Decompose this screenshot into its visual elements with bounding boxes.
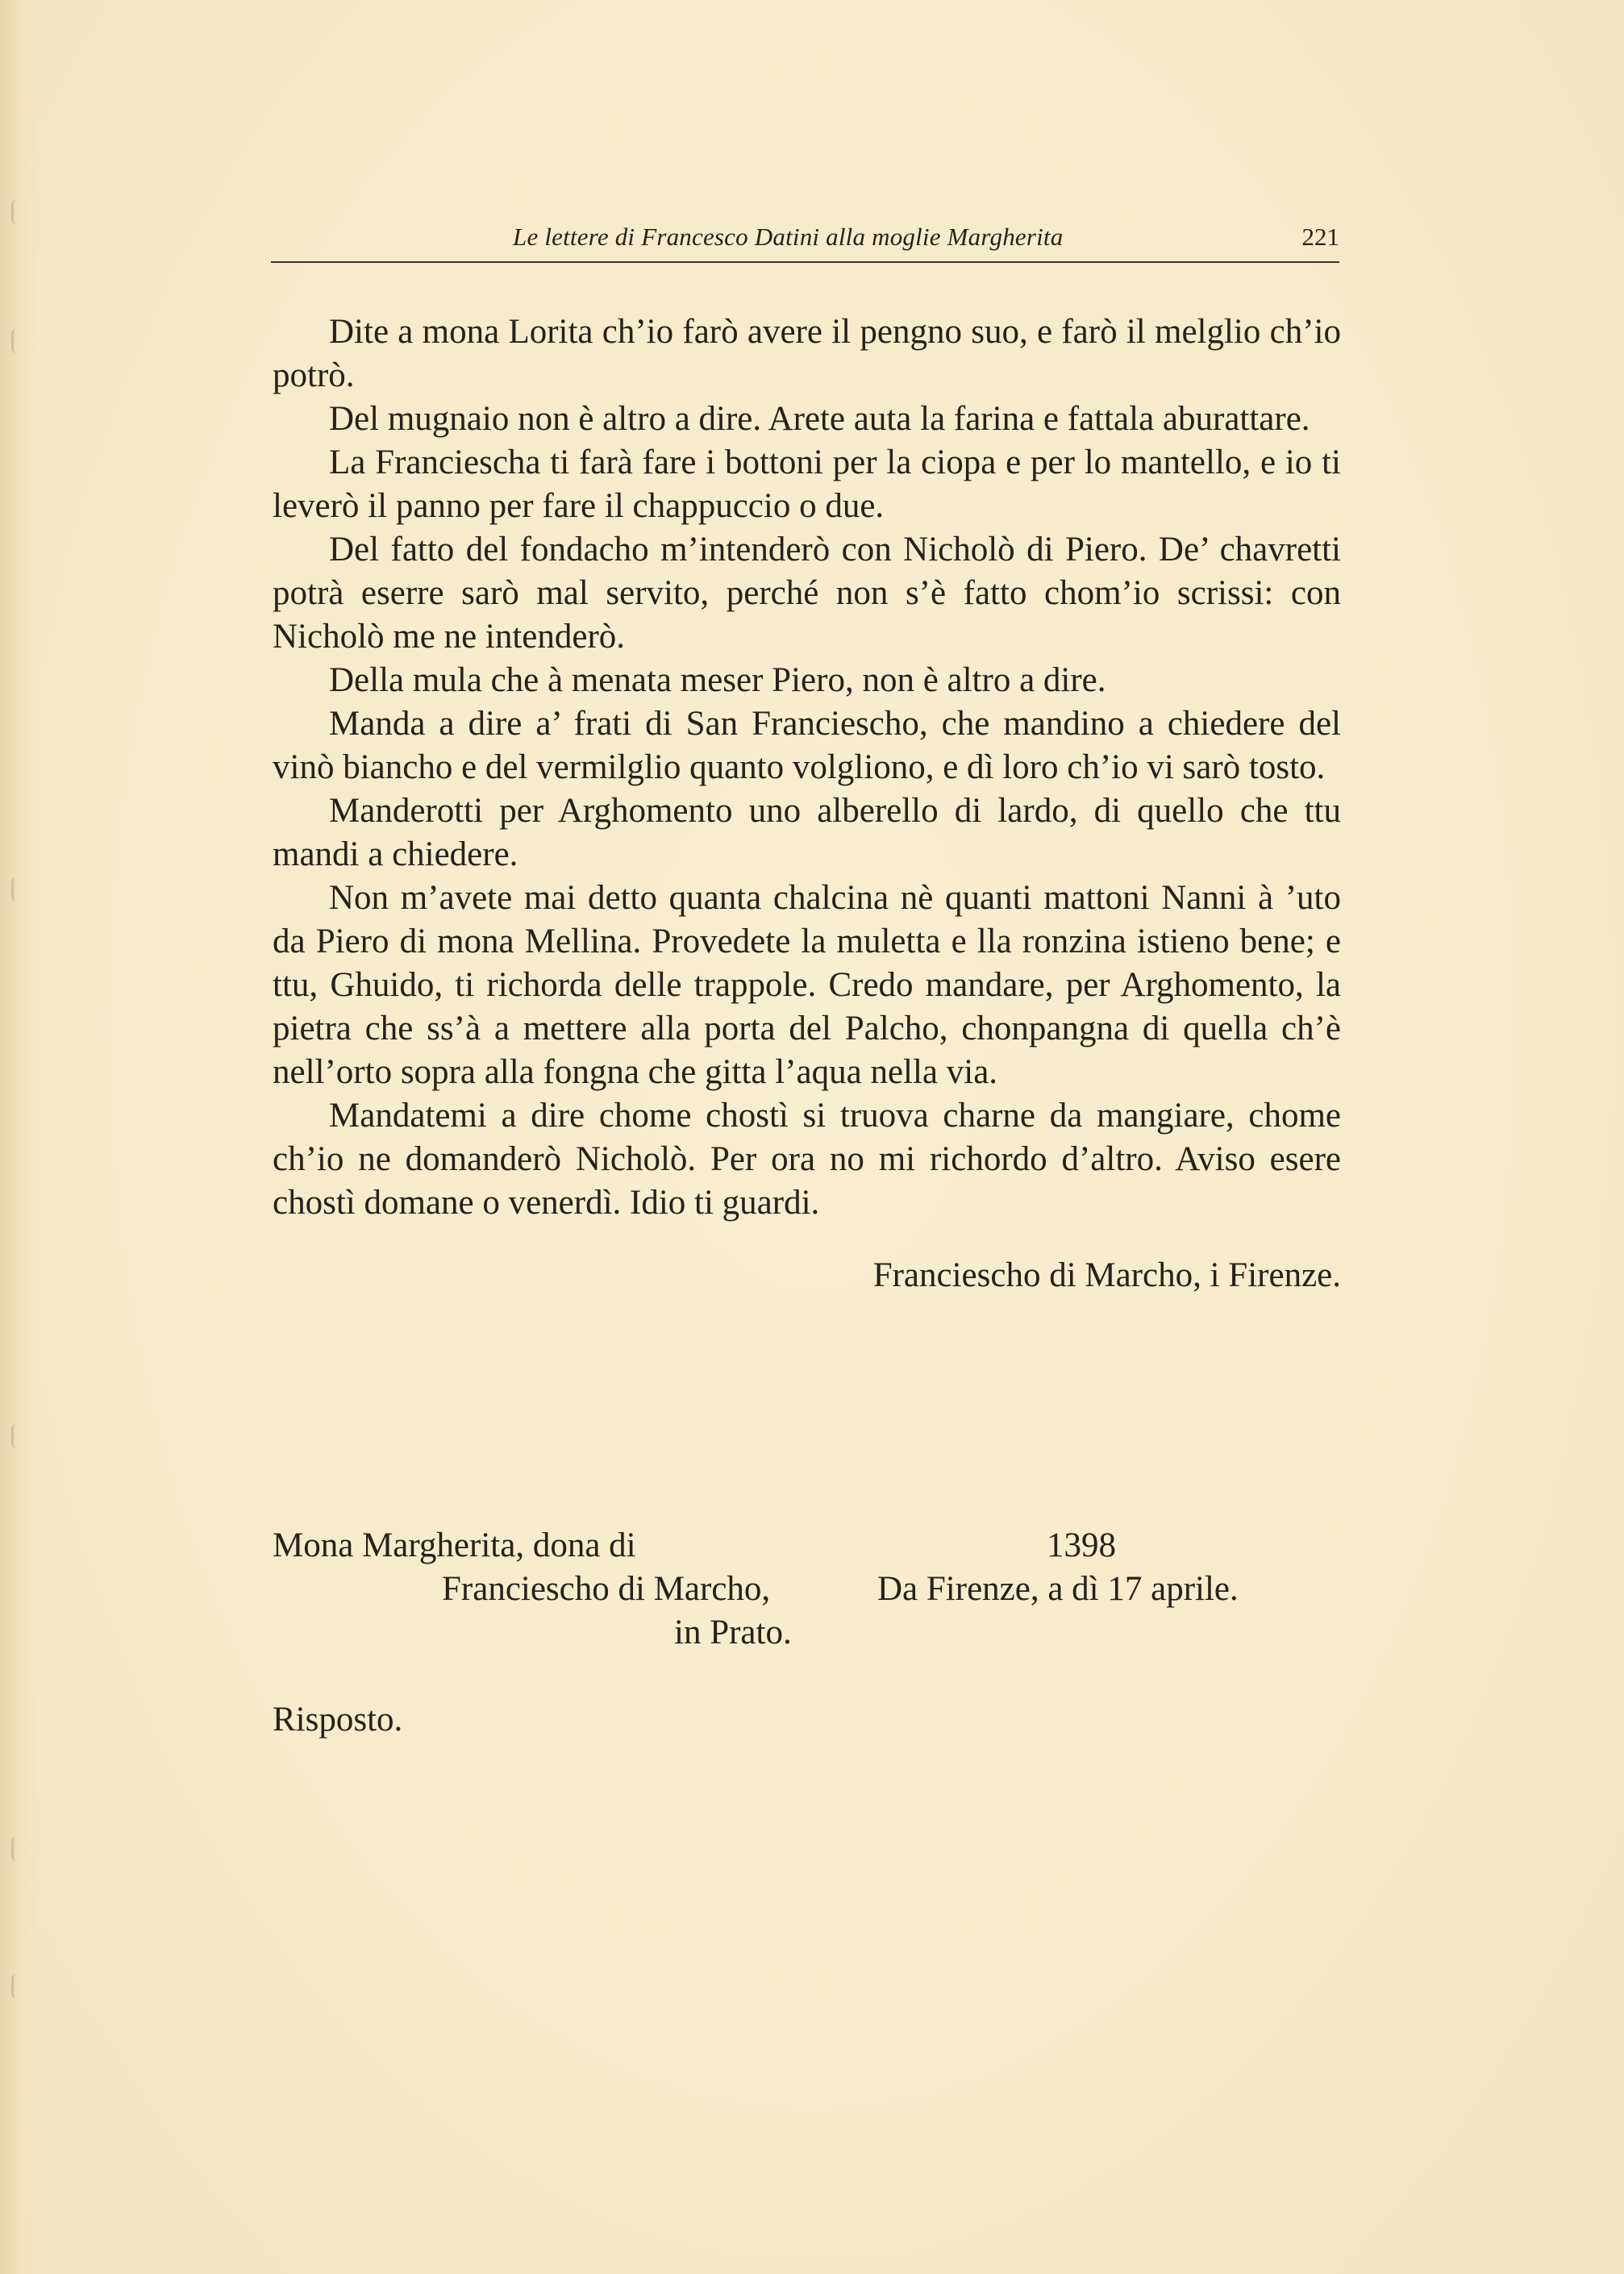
paragraph: Della mula che à menata meser Piero, non è altro a dire.	[329, 661, 1106, 699]
paragraph: Manda a dire a’ frati di San Franciescho, che mandino a chiedere del vinò biancho e del vermilglio quanto volgliono, e dì loro ch’io vi sarò tosto.	[273, 705, 1341, 786]
paragraph: Del mugnaio non è altro a dire. Arete auta la farina e fattala aburattare.	[329, 400, 1310, 438]
binding-mark	[11, 1974, 20, 1998]
binding-mark	[11, 1837, 20, 1861]
binding-mark	[11, 1424, 20, 1448]
paragraph: Non m’avete mai detto quanta chalcina nè quanti mattoni Nanni à ’uto da Piero di mona Mellina. Provedete la muletta e lla ronzina istieno bene; e ttu, Ghuido, ti richorda delle trappole. Credo mandare, per Arghomento, la pietra che ss’à a mettere alla porta del Palcho, chonpangna di quella ch’è nell’orto sopra alla fongna che gitta l’aqua nella via.	[273, 879, 1341, 1091]
binding-mark	[11, 877, 20, 902]
address-line	[273, 1611, 1341, 1655]
running-title: Le lettere di Francesco Datini alla moglie Margherita	[513, 223, 1064, 251]
destination-line: in Prato.	[674, 1614, 792, 1651]
recipient-line: Mona Margherita, dona di	[273, 1526, 636, 1564]
paragraph: Manderotti per Arghomento uno alberello di lardo, di quello che ttu mandi a chiedere.	[273, 792, 1341, 873]
address-line	[273, 1524, 1341, 1568]
binding-edge	[0, 0, 37, 2274]
reply-note: Risposto.	[273, 1701, 403, 1739]
paragraph: Del fatto del fondacho m’intenderò con Nicholò di Piero. De’ chavretti potrà eserre sarò mal servito, perché non s’è fatto chom’io scrissi: con Nicholò me ne intenderò.	[273, 531, 1341, 656]
signature: Franciescho di Marcho, i Firenze.	[872, 1256, 1341, 1294]
place-date: Da Firenze, a dì 17 aprile.	[877, 1570, 1239, 1608]
letter-body	[273, 310, 1341, 1297]
running-header	[271, 216, 1339, 263]
page-number: 221	[1301, 223, 1339, 251]
paragraph: Mandatemi a dire chome chostì si truova charne da mangiare, chome ch’io ne domanderò Nicholò. Per ora no mi richordo d’altro. Aviso esere chostì domane o venerdì. Idio ti guardi.	[273, 1097, 1341, 1222]
binding-mark	[11, 329, 20, 353]
year: 1398	[1047, 1526, 1116, 1564]
paragraph: Dite a mona Lorita ch’io farò avere il pengno suo, e farò il melglio ch’io potrò.	[273, 313, 1341, 394]
paragraph: La Franciescha ti farà fare i bottoni per la ciopa e per lo mantello, e io ti leverò il panno per fare il chappuccio o due.	[273, 444, 1341, 525]
address-block	[273, 1524, 1341, 1655]
binding-mark	[11, 200, 20, 224]
address-line	[273, 1568, 1341, 1611]
recipient-name-line: Franciescho di Marcho,	[442, 1570, 771, 1608]
